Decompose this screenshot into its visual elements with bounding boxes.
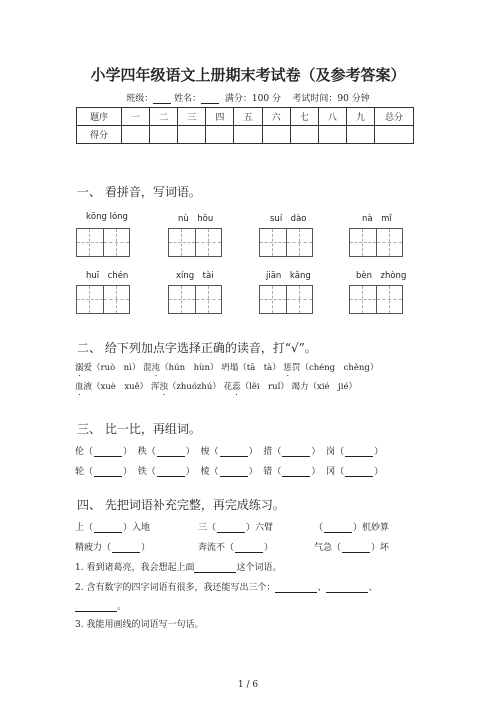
score-header-cell: 七 bbox=[290, 108, 318, 126]
answer-blank[interactable] bbox=[345, 447, 373, 457]
dotted-char: 惩 bbox=[283, 363, 292, 373]
writing-grid[interactable] bbox=[259, 285, 313, 314]
score-header-cell: 二 bbox=[150, 108, 178, 126]
class-blank[interactable] bbox=[153, 94, 171, 104]
score-header-row bbox=[77, 108, 414, 126]
writing-grid[interactable] bbox=[349, 228, 403, 257]
answer-blank[interactable] bbox=[157, 467, 185, 477]
pinyin-options[interactable]: （hún hùn） bbox=[160, 363, 219, 373]
char: 错 bbox=[263, 467, 273, 477]
pinyin-options[interactable]: xuè xuě bbox=[100, 382, 140, 392]
word-text: 花 bbox=[223, 382, 233, 392]
char: 措 bbox=[263, 447, 273, 457]
question-1: 1. 看到诸葛亮，我会想起上面 这个词语。 bbox=[75, 563, 282, 573]
word-text: 爱（ bbox=[83, 363, 101, 373]
section2-heading: 二、 给下列加点字选择正确的读音，打“√”。 bbox=[77, 341, 317, 355]
pronunciation-line bbox=[75, 361, 378, 378]
dotted-char: 溺 bbox=[75, 363, 84, 373]
answer-blank[interactable] bbox=[112, 543, 140, 553]
page-number: 1 / 6 bbox=[237, 680, 259, 690]
full-score: 满分：100 分 bbox=[224, 94, 281, 104]
compare-row: 伦（ ） 秩（ ） 梭（ ） 措（ ） 岗（ ） bbox=[75, 447, 384, 457]
score-row bbox=[77, 126, 414, 144]
answer-blank[interactable] bbox=[324, 523, 352, 533]
writing-grid[interactable] bbox=[168, 228, 222, 257]
answer-blank[interactable] bbox=[157, 447, 185, 457]
answer-blank[interactable] bbox=[282, 467, 310, 477]
idiom-item: 上（ ）入地 bbox=[75, 523, 151, 533]
question-2: 2. 含有数字的四字词语有很多，我还能写出三个： 、 、 bbox=[75, 583, 378, 593]
pronunciation-line bbox=[75, 380, 357, 397]
answer-blank[interactable] bbox=[75, 602, 117, 612]
answer-blank[interactable] bbox=[194, 563, 236, 573]
pinyin: kōng lóng bbox=[86, 212, 128, 222]
pinyin-options[interactable]: tā tà bbox=[246, 363, 273, 373]
compare-row: 轮（ ） 铁（ ） 棱（ ） 错（ ） 冈（ ） bbox=[75, 467, 384, 477]
writing-grid[interactable] bbox=[259, 228, 313, 257]
score-header-cell: 一 bbox=[122, 108, 150, 126]
paren: ） bbox=[369, 363, 379, 373]
char: 梭 bbox=[200, 447, 210, 457]
score-cell[interactable] bbox=[206, 126, 234, 144]
score-cell[interactable] bbox=[150, 126, 178, 144]
idiom-item: 奔流不（ ） bbox=[198, 543, 274, 553]
score-cell[interactable] bbox=[178, 126, 206, 144]
dotted-char: 浊 bbox=[159, 382, 168, 392]
score-header-cell: 三 bbox=[178, 108, 206, 126]
writing-grid[interactable] bbox=[76, 285, 130, 314]
writing-grid[interactable] bbox=[76, 228, 130, 257]
char: 棱 bbox=[200, 467, 210, 477]
score-row-label: 得分 bbox=[77, 126, 122, 144]
writing-grid[interactable] bbox=[349, 285, 403, 314]
dotted-char: 血 bbox=[75, 382, 84, 392]
idiom-item: 精疲力（ ） bbox=[75, 543, 151, 553]
pinyin-options[interactable]: ruò nì bbox=[100, 363, 132, 373]
paren: ） bbox=[139, 382, 149, 392]
score-header-cell: 四 bbox=[206, 108, 234, 126]
exam-time: 考试时间：90 分钟 bbox=[292, 94, 370, 104]
answer-blank[interactable] bbox=[282, 447, 310, 457]
score-header-cell: 五 bbox=[234, 108, 262, 126]
pinyin: jiān kǎng bbox=[266, 271, 311, 281]
name-blank[interactable] bbox=[201, 94, 219, 104]
score-cell[interactable] bbox=[346, 126, 374, 144]
name-label: 姓名： bbox=[174, 94, 202, 104]
char: 轮 bbox=[75, 467, 85, 477]
char: 伦 bbox=[75, 447, 85, 457]
char: 岗 bbox=[326, 447, 336, 457]
dotted-char: 蕊 bbox=[232, 382, 241, 392]
answer-blank[interactable] bbox=[94, 447, 122, 457]
score-header-cell: 六 bbox=[262, 108, 290, 126]
word-text: 坍塌（ bbox=[221, 363, 247, 373]
score-header-cell: 总分 bbox=[375, 108, 414, 126]
class-label: 班级： bbox=[126, 94, 154, 104]
pinyin: xíng tài bbox=[176, 271, 214, 281]
answer-blank[interactable] bbox=[220, 447, 248, 457]
score-cell[interactable] bbox=[234, 126, 262, 144]
paren: ） bbox=[272, 363, 281, 373]
score-cell[interactable] bbox=[318, 126, 346, 144]
score-table bbox=[76, 107, 414, 144]
score-cell[interactable] bbox=[290, 126, 318, 144]
section4-heading: 四、 先把词语补充完整，再完成练习。 bbox=[77, 498, 285, 512]
answer-blank[interactable] bbox=[94, 523, 122, 533]
pinyin: bèn zhòng bbox=[356, 271, 407, 281]
word-text: 罚（ bbox=[291, 363, 309, 373]
exam-info bbox=[0, 91, 496, 104]
idiom-item: 三（ ）六臂 bbox=[198, 523, 274, 533]
word-text: 混 bbox=[143, 363, 152, 373]
score-cell[interactable] bbox=[262, 126, 290, 144]
score-cell[interactable] bbox=[375, 126, 414, 144]
section3-heading: 三、 比一比，再组词。 bbox=[77, 422, 201, 436]
score-header-cell: 九 bbox=[346, 108, 374, 126]
word-text: 液（ bbox=[83, 382, 101, 392]
pinyin-options[interactable]: 竭力（xié jié） bbox=[291, 382, 357, 392]
char: 铁 bbox=[137, 467, 147, 477]
answer-blank[interactable] bbox=[342, 543, 370, 553]
score-cell[interactable] bbox=[122, 126, 150, 144]
answer-blank[interactable] bbox=[326, 583, 368, 593]
paren: ） bbox=[131, 363, 141, 373]
score-header-cell: 八 bbox=[318, 108, 346, 126]
answer-blank[interactable] bbox=[235, 543, 263, 553]
page-title: 小学四年级语文上册期末考试卷（及参考答案） bbox=[90, 66, 406, 84]
answer-blank[interactable] bbox=[217, 523, 245, 533]
answer-blank[interactable] bbox=[220, 467, 248, 477]
answer-blank[interactable] bbox=[345, 467, 373, 477]
word-text: 浑 bbox=[150, 382, 160, 392]
pinyin: nà mǐ bbox=[362, 214, 392, 224]
pinyin-options[interactable]: （zhuózhú） bbox=[167, 382, 221, 392]
score-header-cell: 题序 bbox=[77, 108, 122, 126]
idiom-item: 气急（ ）坏 bbox=[314, 543, 390, 553]
question-3: 3. 我能用画线的词语写一句话。 bbox=[75, 620, 204, 630]
answer-blank[interactable] bbox=[94, 467, 122, 477]
char: 冈 bbox=[326, 467, 336, 477]
pinyin: nù hǒu bbox=[178, 214, 214, 224]
char: 秩 bbox=[137, 447, 147, 457]
pinyin-options[interactable]: （lěi ruǐ） bbox=[240, 382, 289, 392]
answer-blank[interactable] bbox=[275, 583, 317, 593]
pinyin: huī chén bbox=[86, 271, 129, 281]
writing-grid[interactable] bbox=[168, 285, 222, 314]
question-2-cont: 。 bbox=[75, 599, 126, 612]
dotted-char: 沌 bbox=[151, 363, 161, 373]
pinyin-options[interactable]: chéng chěng bbox=[308, 363, 370, 373]
pinyin: suí dào bbox=[270, 214, 307, 224]
idiom-item: （ ）机妙算 bbox=[314, 523, 390, 533]
section1-heading: 一、 看拼音，写词语。 bbox=[77, 185, 201, 199]
